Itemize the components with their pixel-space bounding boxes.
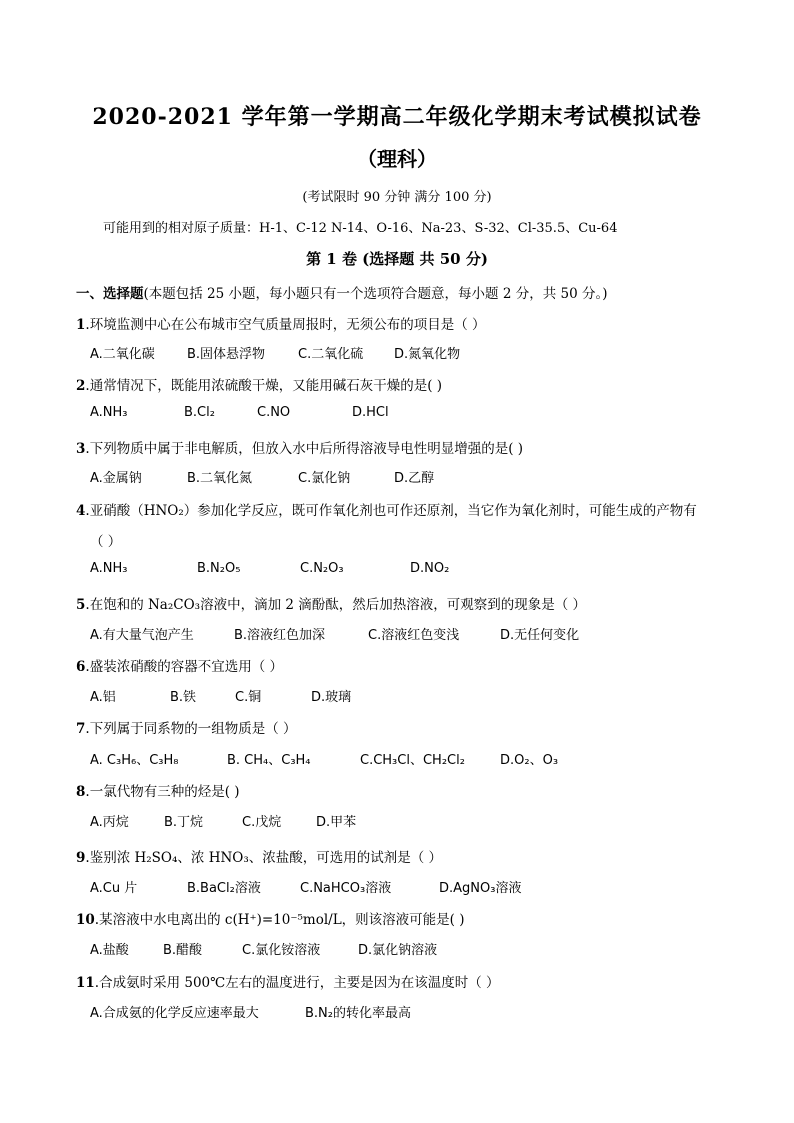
option: C.氯化钠 <box>298 471 351 486</box>
option: A.NH₃ <box>90 405 128 420</box>
option: A.盐酸 <box>90 943 129 958</box>
section-label: 一、选择题 <box>76 286 144 302</box>
option: D.玻璃 <box>311 690 352 705</box>
page-subtitle: （理科） <box>357 147 437 171</box>
question-stem: 1.环境监测中心在公布城市空气质量周报时，无须公布的项目是（ ） <box>76 317 486 333</box>
option: A.丙烷 <box>90 815 129 830</box>
option: A.合成氨的化学反应速率最大 <box>90 1006 259 1021</box>
option: A.Cu 片 <box>90 881 138 896</box>
option: D.无任何变化 <box>500 628 580 643</box>
option: B.二氧化氮 <box>187 471 253 486</box>
option: B.固体悬浮物 <box>187 347 266 362</box>
atomic-masses: 可能用到的相对原子质量：H-1、C-12 N-14、O-16、Na-23、S-32、Cl-35.5、Cu-64 <box>103 221 618 236</box>
option: A. C₃H₆、C₃H₈ <box>90 753 179 768</box>
page-title: 2020-2021 学年第一学期高二年级化学期末考试模拟试卷 <box>92 104 702 130</box>
option: D.NO₂ <box>410 561 450 576</box>
option: D.甲苯 <box>316 815 357 830</box>
option: A.金属钠 <box>90 471 142 486</box>
exam-info: (考试限时 90 分钟 满分 100 分) <box>302 190 492 205</box>
option: B.丁烷 <box>164 815 204 830</box>
option: C.氯化铵溶液 <box>242 943 321 958</box>
question-stem: 3.下列物质中属于非电解质，但放入水中后所得溶液导电性明显增强的是( ) <box>76 441 524 457</box>
question-stem-continuation: （ ） <box>90 534 122 550</box>
question-stem: 8.一氯代物有三种的烃是( ) <box>76 784 240 800</box>
option: C.溶液红色变浅 <box>368 628 460 643</box>
option: D.氮氧化物 <box>394 347 461 362</box>
option: D.HCl <box>352 405 389 420</box>
question-stem: 9.鉴别浓 H₂SO₄、浓 HNO₃、浓盐酸，可选用的试剂是（ ） <box>76 850 443 866</box>
section-heading <box>76 282 607 302</box>
question-stem: 6.盛装浓硝酸的容器不宜选用（ ） <box>76 659 283 675</box>
option: B.醋酸 <box>163 943 203 958</box>
option: B.N₂的转化率最高 <box>305 1006 411 1021</box>
question-stem: 10.某溶液中水电离出的 c(H⁺)=10⁻⁵mol/L，则该溶液可能是( ) <box>76 912 465 928</box>
option: C.NaHCO₃溶液 <box>300 881 392 896</box>
question-stem: 2.通常情况下，既能用浓硫酸干燥，又能用碱石灰干燥的是( ) <box>76 378 443 394</box>
option: D.O₂、O₃ <box>500 753 559 768</box>
question-stem: 4.亚硝酸（HNO₂）参加化学反应，既可作氧化剂也可作还原剂，当它作为氧化剂时，可能生成的产物有 <box>76 503 697 519</box>
part-title: 第 1 卷 (选择题 共 50 分) <box>306 250 488 268</box>
section-description: (本题包括 25 小题，每小题只有一个选项符合题意，每小题 2 分，共 50 分。) <box>143 286 608 302</box>
option: C.NO <box>257 405 291 420</box>
option: A.有大量气泡产生 <box>90 628 194 643</box>
option: C.CH₃Cl、CH₂Cl₂ <box>360 753 465 768</box>
option: B.铁 <box>170 690 197 705</box>
option: A.二氧化碳 <box>90 347 155 362</box>
option: B.BaCl₂溶液 <box>187 881 261 896</box>
question-stem: 11.合成氨时采用 500℃左右的温度进行，主要是因为在该温度时（ ） <box>76 975 500 991</box>
option: B.N₂O₅ <box>197 561 241 576</box>
option: C.二氧化硫 <box>298 347 364 362</box>
option: B. CH₄、C₃H₄ <box>227 753 311 768</box>
option: C.N₂O₃ <box>300 561 344 576</box>
option: B.Cl₂ <box>184 405 215 420</box>
option: D.AgNO₃溶液 <box>439 881 522 896</box>
option: B.溶液红色加深 <box>234 628 326 643</box>
option: D.氯化钠溶液 <box>358 943 438 958</box>
option: A.铝 <box>90 690 116 705</box>
question-stem: 7.下列属于同系物的一组物质是（ ） <box>76 721 297 737</box>
option: C.戊烷 <box>242 815 282 830</box>
option: C.铜 <box>235 690 262 705</box>
option: A.NH₃ <box>90 561 128 576</box>
option: D.乙醇 <box>394 471 435 486</box>
question-stem: 5.在饱和的 Na₂CO₃溶液中，滴加 2 滴酚酞，然后加热溶液，可观察到的现象是（ ） <box>76 597 587 613</box>
